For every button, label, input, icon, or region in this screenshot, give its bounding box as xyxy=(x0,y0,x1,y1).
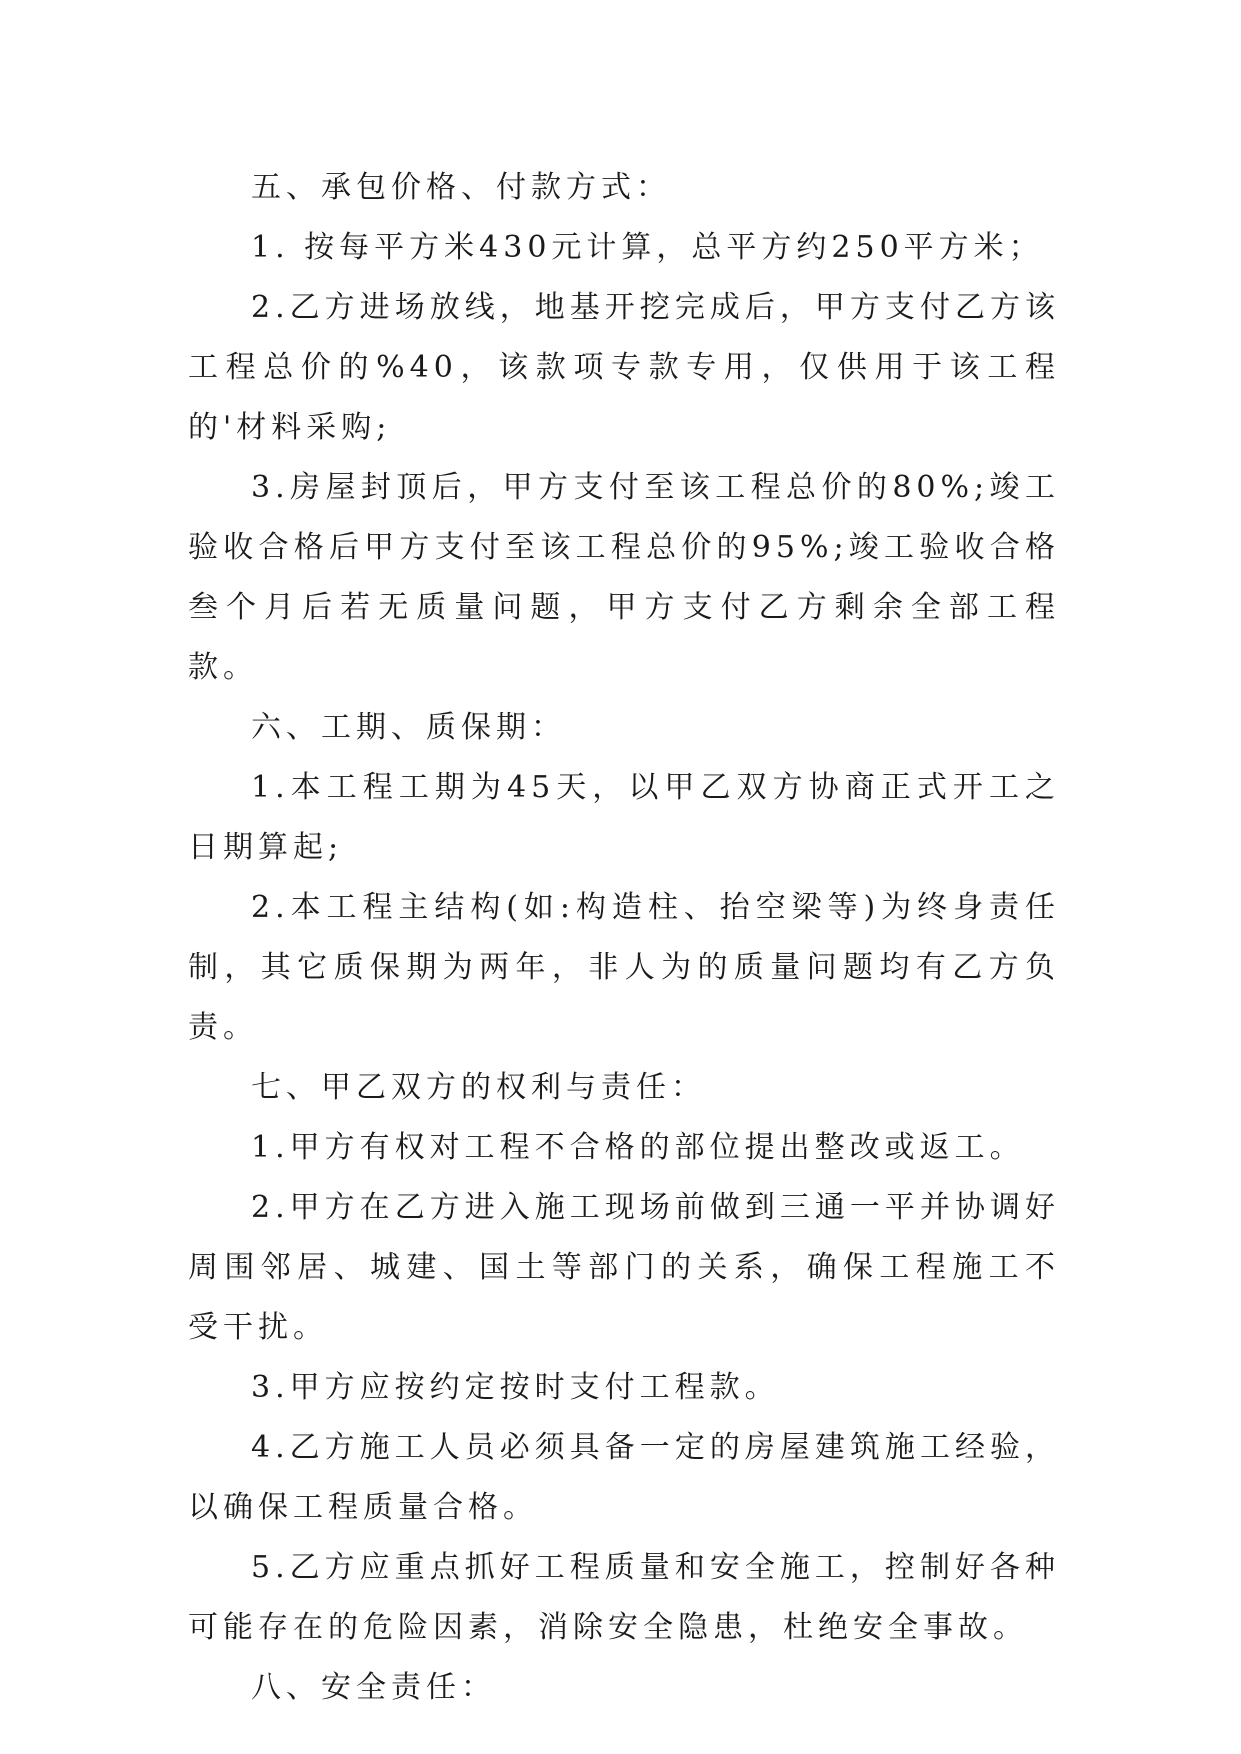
clause-party-b-safety: 5.乙方应重点抓好工程质量和安全施工，控制好各种可能存在的危险因素，消除安全隐患，杜绝安全事故。 xyxy=(188,1550,1060,1645)
section-heading-rights-duties: 七、甲乙双方的权利与责任： xyxy=(251,1070,706,1105)
section-heading-schedule-warranty: 六、工期、质保期： xyxy=(251,710,566,745)
clause-party-b-experience: 4.乙方施工人员必须具备一定的房屋建筑施工经验，以确保工程质量合格。 xyxy=(188,1430,1060,1525)
clause-first-payment: 2.乙方进场放线，地基开挖完成后，甲方支付乙方该工程总价的%40，该款项专款专用，仅供用于该工程的'材料采购; xyxy=(188,290,1060,445)
document-body xyxy=(188,158,1060,1718)
clause-party-a-payment: 3.甲方应按约定按时支付工程款。 xyxy=(251,1370,780,1405)
clause-party-a-site-prep: 2.甲方在乙方进入施工现场前做到三通一平并协调好周围邻居、城建、国土等部门的关系，确保工程施工不受干扰。 xyxy=(188,1190,1060,1345)
clause-warranty: 2.本工程主结构(如:构造柱、抬空梁等)为终身责任制，其它质保期为两年，非人为的质量问题均有乙方负责。 xyxy=(188,890,1060,1045)
section-heading-safety: 八、安全责任： xyxy=(251,1670,496,1705)
clause-staged-payments: 3.房屋封顶后，甲方支付至该工程总价的80%;竣工验收合格后甲方支付至该工程总价的95%;竣工验收合格叁个月后若无质量问题，甲方支付乙方剩余全部工程款。 xyxy=(188,470,1060,685)
section-heading-price-payment: 五、承包价格、付款方式： xyxy=(251,170,671,205)
clause-construction-period: 1.本工程工期为45天，以甲乙双方协商正式开工之日期算起; xyxy=(188,770,1060,865)
clause-party-a-rectification: 1.甲方有权对工程不合格的部位提出整改或返工。 xyxy=(251,1130,1025,1165)
clause-price-per-square-meter: 1. 按每平方米430元计算，总平方约250平方米； xyxy=(251,230,1044,265)
